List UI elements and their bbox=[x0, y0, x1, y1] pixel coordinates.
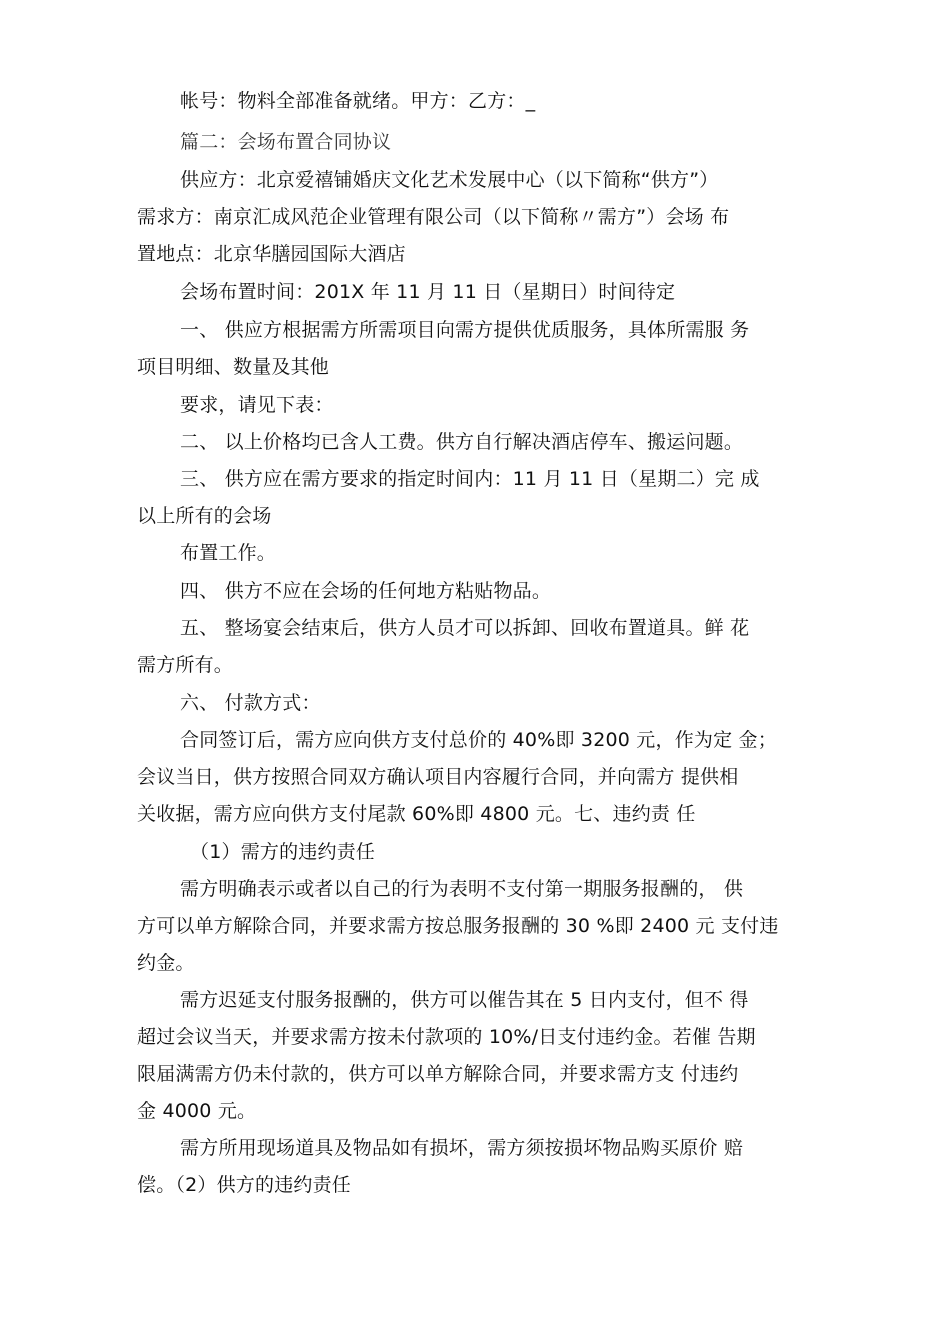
liability-line-3: 约金。 bbox=[137, 952, 195, 974]
delay-line-1: 需方迟延支付服务报酬的，供方可以催告其在 5 日内支付，但不 得 bbox=[180, 989, 749, 1011]
text-line-supplier: 供应方：北京爱禧铺婚庆文化艺术发展中心（以下简称“供方”） bbox=[180, 169, 719, 191]
clause-1-cont: 项目明细、数量及其他 bbox=[137, 356, 330, 378]
damage-line-1: 需方所用现场道具及物品如有损坏，需方须按损坏物品购买原价 赔 bbox=[180, 1137, 744, 1159]
clause-1-cont2: 要求，请见下表： bbox=[180, 394, 334, 416]
liability-line-2: 方可以单方解除合同，并要求需方按总服务报酬的 30 %即 2400 元 支付违 bbox=[137, 915, 779, 937]
clause-3-cont2: 布置工作。 bbox=[180, 542, 277, 564]
clause-2: 二、 以上价格均已含人工费。供方自行解决酒店停车、搬运问题。 bbox=[180, 431, 744, 453]
clause-4: 四、 供方不应在会场的任何地方粘贴物品。 bbox=[180, 580, 552, 602]
liability-demander-heading: （1）需方的违约责任 bbox=[190, 841, 376, 863]
text-line-time: 会场布置时间：201X 年 11 月 11 日（星期日）时间待定 bbox=[180, 281, 676, 303]
clause-1: 一、 供应方根据需方所需项目向需方提供优质服务，具体所需服 务 bbox=[180, 319, 750, 341]
clause-5: 五、 整场宴会结束后，供方人员才可以拆卸、回收布置道具。鲜 花 bbox=[180, 617, 750, 639]
clause-3-cont: 以上所有的会场 bbox=[137, 505, 272, 527]
payment-line-2: 会议当日，供方按照合同双方确认项目内容履行合同，并向需方 提供相 bbox=[137, 766, 739, 788]
clause-6: 六、 付款方式： bbox=[180, 692, 321, 714]
section-title: 篇二：会场布置合同协议 bbox=[180, 131, 392, 153]
text-line-demander: 需求方：南京汇成风范企业管理有限公司（以下简称〃需方”）会场 布 bbox=[137, 206, 730, 228]
text-line-venue: 置地点：北京华膳园国际大酒店 bbox=[137, 243, 406, 265]
delay-line-3: 限届满需方仍未付款的，供方可以单方解除合同，并要求需方支 付违约 bbox=[137, 1063, 739, 1085]
payment-line-3: 关收据，需方应向供方支付尾款 60%即 4800 元。七、违约责 任 bbox=[137, 803, 696, 825]
clause-5-cont: 需方所有。 bbox=[137, 654, 234, 676]
clause-3: 三、 供方应在需方要求的指定时间内：11 月 11 日（星期二）完 成 bbox=[180, 468, 760, 490]
text-line-account: 帐号：物料全部准备就绪。甲方：乙方：_ bbox=[180, 90, 536, 112]
liability-line-1: 需方明确表示或者以自己的行为表明不支付第一期服务报酬的， 供 bbox=[180, 878, 744, 900]
payment-line-1: 合同签订后，需方应向供方支付总价的 40%即 3200 元，作为定 金； bbox=[180, 729, 777, 751]
delay-line-2: 超过会议当天，并要求需方按未付款项的 10%/日支付违约金。若催 告期 bbox=[137, 1026, 756, 1048]
delay-line-4: 金 4000 元。 bbox=[137, 1100, 257, 1122]
damage-line-2: 偿。（2）供方的违约责任 bbox=[137, 1174, 351, 1196]
